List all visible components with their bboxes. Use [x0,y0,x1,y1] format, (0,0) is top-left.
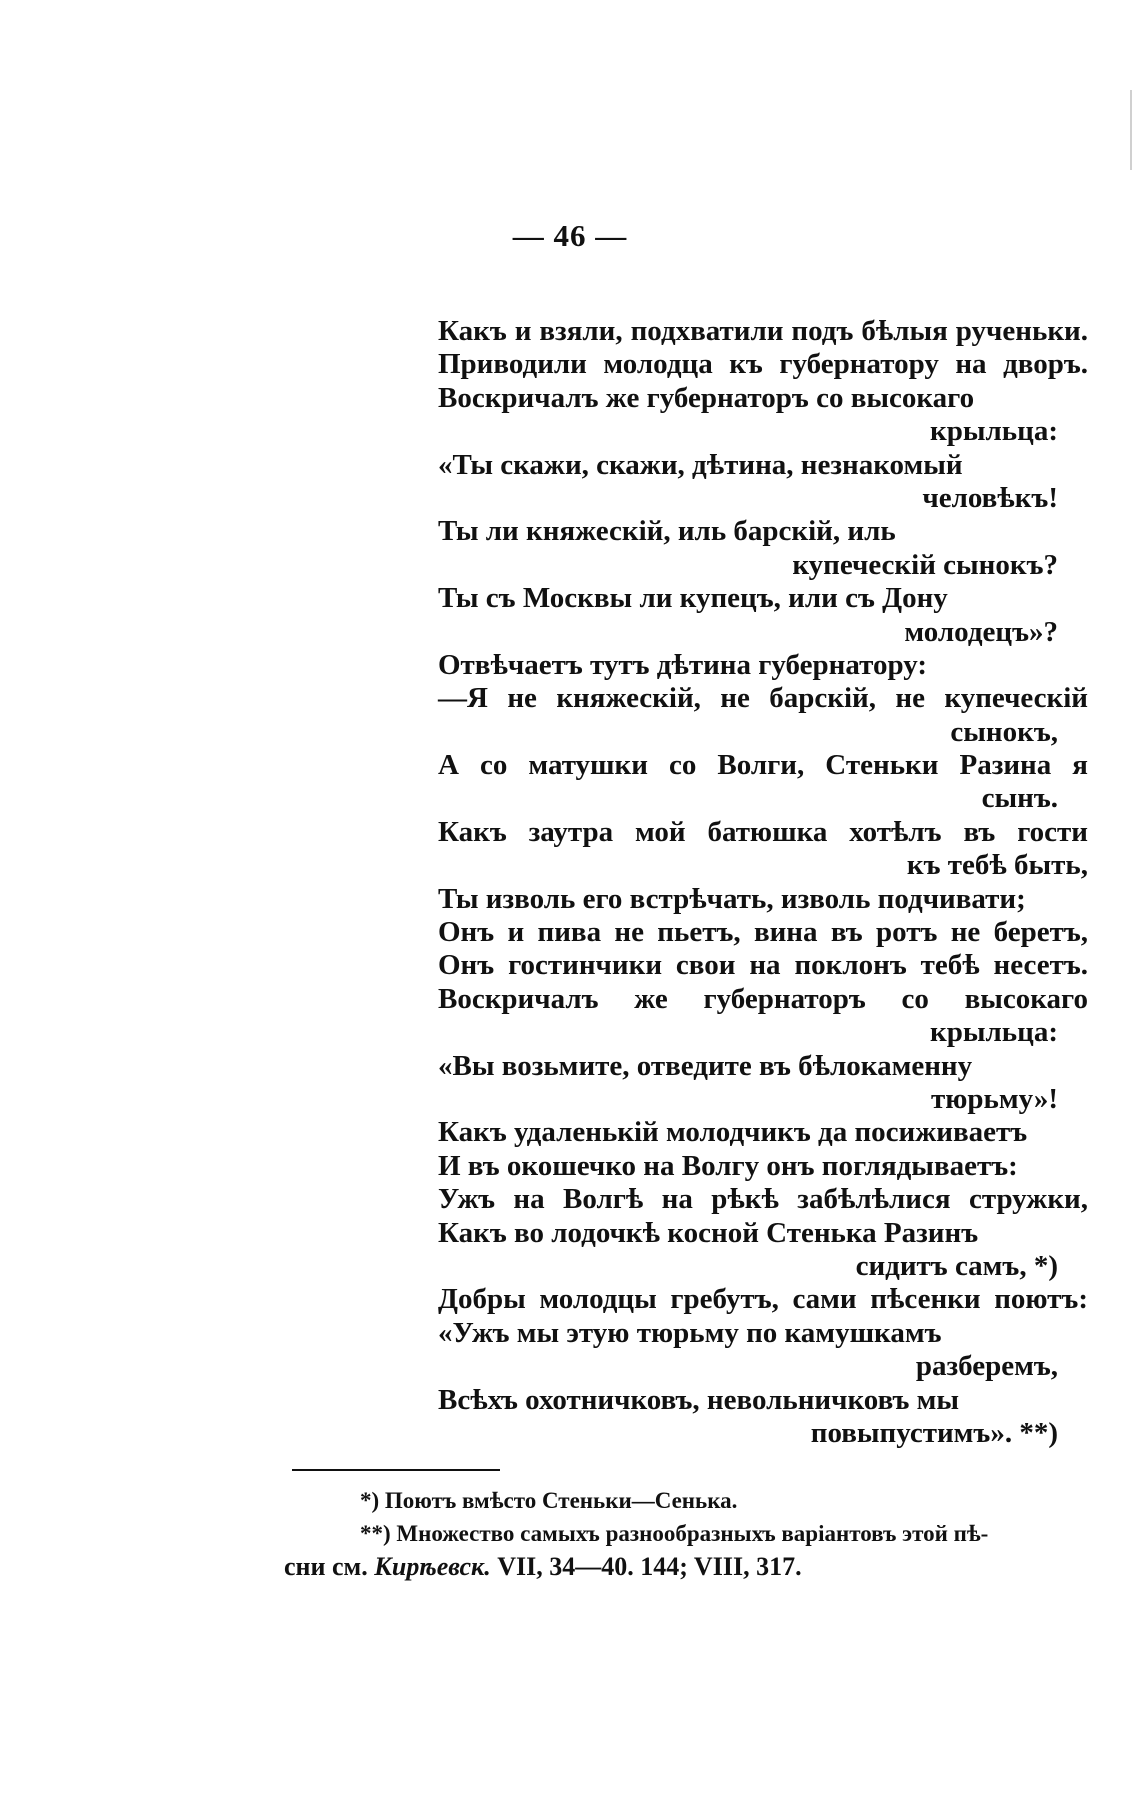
poem-line: А со матушки со Волги, Стеньки Разина я [438,749,1088,782]
poem-line-continuation: человѣкъ! [922,481,1058,514]
poem-line: Отвѣчаетъ тутъ дѣтина губернатору: [438,648,927,681]
poem-line-continuation: крыльца: [930,1016,1058,1049]
poem-line-continuation: тюрьму»! [930,1082,1058,1115]
poem-line: Онъ и пива не пьетъ, вина въ ротъ не беретъ, [438,916,1088,949]
footnote-2-text: сни см. [284,1552,368,1581]
poem-text [438,315,1088,1450]
poem-line-continuation: разберемъ, [915,1350,1058,1383]
poem-line-continuation: сынъ. [981,782,1058,815]
footnote-2-reference: VII, 34—40. 144; VIII, 317. [497,1552,802,1581]
poem-line: И въ окошечко на Волгу онъ поглядываетъ: [438,1149,1018,1182]
footnotes [284,1484,1092,1583]
page-number: — 46 — [512,218,628,253]
poem-line: Ты ли княжескій, иль барскій, иль [438,515,896,548]
poem-line: «Вы возьмите, отведите въ бѣлокаменну [438,1049,973,1082]
poem-line-continuation: купеческій сынокъ? [792,548,1058,581]
poem-line-continuation: молодецъ»? [904,615,1058,648]
poem-line-continuation: къ тебѣ быть, [906,849,1088,882]
poem-line: Воскричалъ же губернаторъ со высокаго [438,381,975,414]
poem-line-continuation: повыпустимъ». **) [810,1416,1058,1449]
poem-line-continuation: крыльца: [930,415,1058,448]
footnote-rule [292,1469,500,1471]
poem-line-continuation: сынокъ, [950,715,1058,748]
poem-line: —Я не княжескій, не барскій, не купеческій [438,682,1088,715]
poem-line: «Ужъ мы этую тюрьму по камушкамъ [438,1316,942,1349]
poem-line: Какъ и взяли, подхватили подъ бѣлыя рученьки. [438,315,1088,347]
footnote-1: *) Поютъ вмѣсто Стеньки—Сенька. [360,1488,738,1513]
poem-line: «Ты скажи, скажи, дѣтина, незнакомый [438,448,963,481]
page-edge-mark [1130,90,1132,170]
poem-line: Добры молодцы гребутъ, сами пѣсенки поютъ: [438,1283,1088,1316]
poem-line: Ты съ Москвы ли купецъ, или съ Дону [438,582,948,615]
poem-line: Ты изволь его встрѣчать, изволь подчивати; [438,882,1026,915]
footnote-2-source: Кирѣевск. [374,1552,491,1581]
poem-line: Воскричалъ же губернаторъ со высокаго [438,982,1088,1015]
footnote-2: **) Множество самыхъ разнообразныхъ варіантовъ этой пѣ- [360,1521,989,1546]
poem-line: Приводили молодца къ губернатору на дворъ. [438,348,1088,381]
poem-line: Всѣхъ охотничковъ, невольничковъ мы [438,1383,960,1416]
footnote-2-continuation [284,1550,1092,1583]
poem-line: Какъ заутра мой батюшка хотѣлъ въ гости [438,815,1088,848]
poem-line-continuation: сидитъ самъ, *) [855,1249,1058,1282]
poem-line: Ужъ на Волгѣ на рѣкѣ забѣлѣлися стружки, [438,1183,1088,1216]
poem-line: Онъ гостинчики свои на поклонъ тебѣ несетъ. [438,949,1088,982]
poem-line: Какъ удаленькій молодчикъ да посиживаетъ [438,1116,1028,1149]
poem-line: Какъ во лодочкѣ косной Стенька Разинъ [438,1216,979,1249]
